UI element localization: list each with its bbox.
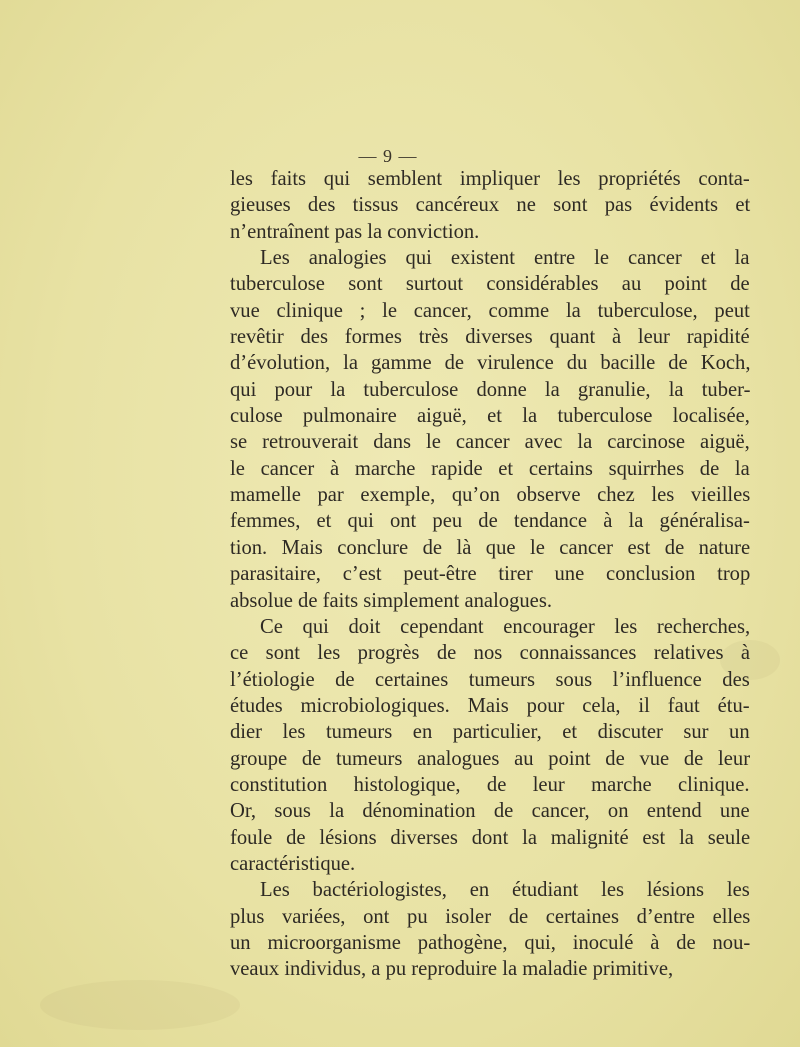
text-line: Les bactériologistes, en étudiant les lésions les (260, 879, 750, 902)
text-line: revêtir des formes très diverses quant à leur rapidité (230, 326, 750, 349)
text-line: l’étiologie de certaines tumeurs sous l’influence des (230, 668, 750, 691)
text-line: un microorganisme pathogène, qui, inoculé à de nou- (230, 931, 751, 954)
text-line: Or, sous la dénomination de cancer, on entend une (230, 800, 750, 823)
text-line: femmes, et qui ont peu de tendance à la généralisa- (230, 510, 750, 533)
text-line: n’entraînent pas la conviction. (230, 220, 480, 243)
text-line: groupe de tumeurs analogues au point de vue de leur (230, 747, 751, 770)
page-number: — 9 — (358, 146, 418, 166)
text-line: tion. Mais conclure de là que le cancer est de nature (230, 536, 751, 559)
text-line: constitution histologique, de leur marche clinique. (230, 773, 750, 796)
text-line: le cancer à marche rapide et certains squirrhes de la (230, 457, 750, 480)
paper-stain (40, 980, 240, 1030)
text-line: culose pulmonaire aiguë, et la tuberculose localisée, (230, 405, 750, 428)
text-line: mamelle par exemple, qu’on observe chez les vieilles (230, 484, 751, 507)
text-line: Ce qui doit cependant encourager les recherches, (260, 615, 751, 638)
text-line: études microbiologiques. Mais pour cela, il faut étu- (230, 694, 750, 717)
text-line: parasitaire, c’est peut-être tirer une conclusion trop (230, 563, 751, 586)
text-line: veaux individus, a pu reproduire la maladie primitive, (230, 958, 674, 981)
body-text (230, 166, 790, 983)
text-line: absolue de faits simplement analogues. (230, 589, 552, 612)
text-line: les faits qui semblent impliquer les propriétés conta- (230, 168, 750, 190)
text-line: gieuses des tissus cancéreux ne sont pas évidents et (230, 194, 751, 217)
text-line: d’évolution, la gamme de virulence du bacille de Koch, (230, 352, 751, 375)
text-line: tuberculose sont surtout considérables au point de (230, 273, 750, 296)
text-line: dier les tumeurs en particulier, et discuter sur un (230, 721, 750, 744)
text-line: caractéristique. (230, 852, 356, 875)
text-line: se retrouverait dans le cancer avec la carcinose aiguë, (230, 431, 750, 454)
text-line: ce sont les progrès de nos connaissances relatives à (230, 642, 751, 665)
text-line: vue clinique ; le cancer, comme la tuberculose, peut (230, 299, 750, 322)
text-line: foule de lésions diverses dont la malignité est la seule (230, 826, 751, 849)
text-line: plus variées, ont pu isoler de certaines d’entre elles (230, 905, 751, 928)
text-line: Les analogies qui existent entre le cancer et la (260, 247, 750, 270)
text-line: qui pour la tuberculose donne la granulie, la tuber- (230, 378, 751, 401)
